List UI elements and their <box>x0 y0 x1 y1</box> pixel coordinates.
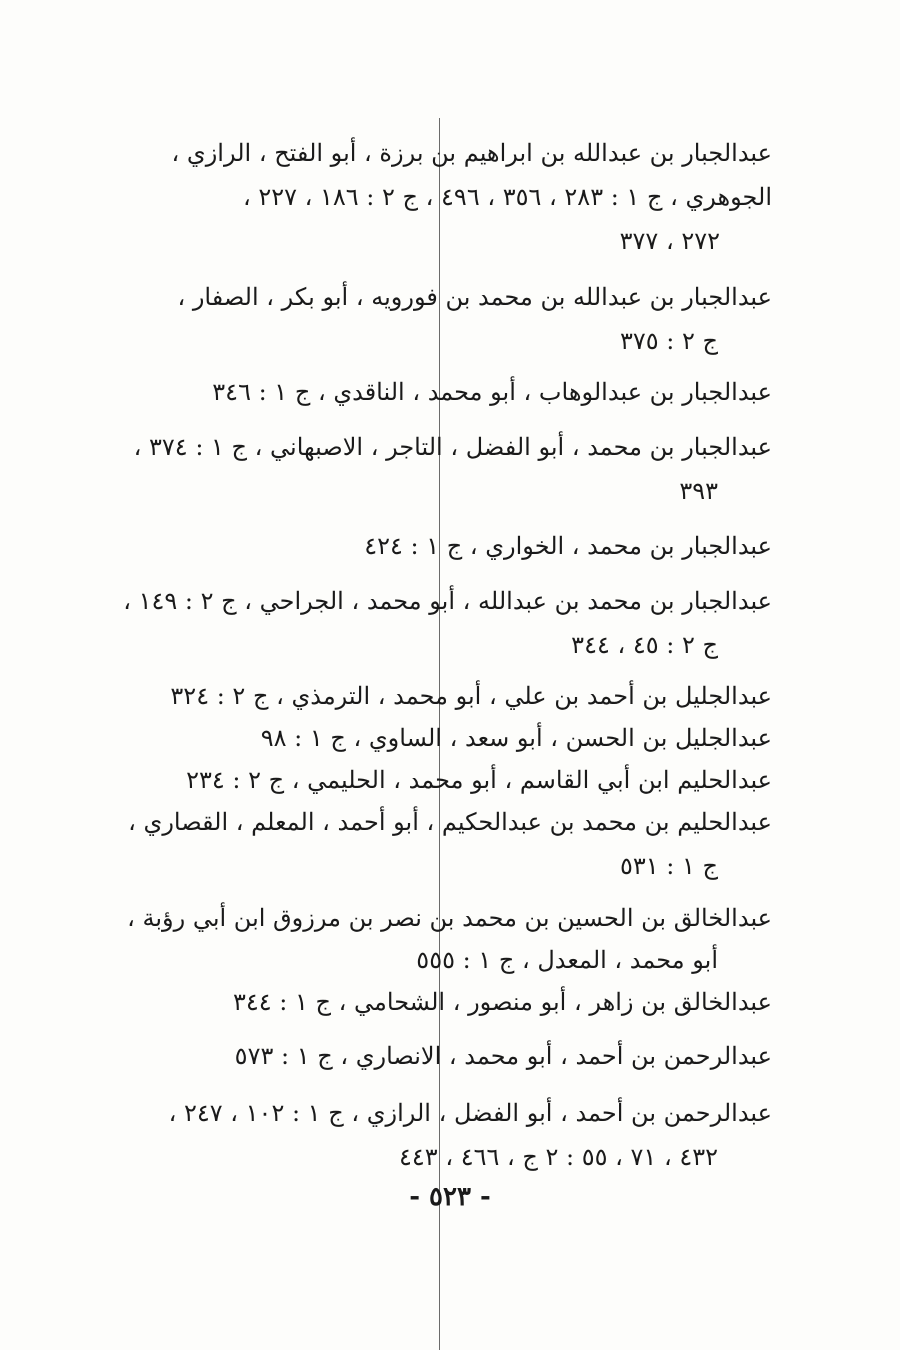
index-entry-line: عبدالرحمن بن أحمد ، أبو محمد ، الانصاري ، ج ١ : ٥٧٣ <box>234 1042 772 1070</box>
index-entry-line: عبدالجبار بن محمد بن عبدالله ، أبو محمد ، الجراحي ، ج ٢ : ١٤٩ ، <box>123 587 772 615</box>
index-entry-line: ٣٩٣ <box>679 477 718 505</box>
page-number: - ٥٢٣ - <box>409 1182 491 1212</box>
index-entry-line: ج ٢ : ٣٧٥ <box>619 327 718 355</box>
index-entry-line: عبدالخالق بن الحسين بن محمد بن نصر بن مرزوق ابن أبي رؤبة ، <box>127 904 772 932</box>
index-entry-line: ج ١ : ٥٣١ <box>619 852 718 880</box>
index-entry-line: ٢٧٢ ، ٣٧٧ <box>619 227 720 255</box>
index-entry-line: أبو محمد ، المعدل ، ج ١ : ٥٥٥ <box>416 946 718 974</box>
index-entry-line: عبدالجليل بن أحمد بن علي ، أبو محمد ، الترمذي ، ج ٢ : ٣٢٤ <box>170 682 772 710</box>
index-entry-line: عبدالحليم ابن أبي القاسم ، أبو محمد ، الحليمي ، ج ٢ : ٢٣٤ <box>186 766 772 794</box>
index-entry-line: عبدالجبار بن عبدالله بن ابراهيم بن برزة ، أبو الفتح ، الرازي ، <box>171 139 772 167</box>
index-entry-line: عبدالحليم بن محمد بن عبدالحكيم ، أبو أحمد ، المعلم ، القصاري ، <box>128 808 772 836</box>
index-entry-line: الجوهري ، ج ١ : ٢٨٣ ، ٣٥٦ ، ٤٩٦ ، ج ٢ : ١٨٦ ، ٢٢٧ ، <box>242 183 772 211</box>
index-entry-line: عبدالخالق بن زاهر ، أبو منصور ، الشحامي ، ج ١ : ٣٤٤ <box>232 988 772 1016</box>
index-entry-line: عبدالجبار بن محمد ، أبو الفضل ، التاجر ، الاصبهاني ، ج ١ : ٣٧٤ ، <box>133 433 772 461</box>
index-entry-line: ج ٢ : ٤٥ ، ٣٤٤ <box>571 631 718 659</box>
index-entry-line: عبدالجبار بن عبدالوهاب ، أبو محمد ، الناقدي ، ج ١ : ٣٤٦ <box>212 378 772 406</box>
index-entry-line: عبدالجبار بن عبدالله بن محمد بن فورويه ، أبو بكر ، الصفار ، <box>177 283 772 311</box>
index-entry-line: عبدالجليل بن الحسن ، أبو سعد ، الساوي ، ج ١ : ٩٨ <box>260 724 772 752</box>
index-entry-line: عبدالرحمن بن أحمد ، أبو الفضل ، الرازي ، ج ١ : ١٠٢ ، ٢٤٧ ، <box>168 1099 772 1127</box>
index-entry-line: عبدالجبار بن محمد ، الخواري ، ج ١ : ٤٢٤ <box>364 532 772 560</box>
index-entry-line: ٤٣٢ ، ٧١ ، ٥٥ : ٢ ج ، ٤٦٦ ، ٤٤٣ <box>399 1143 718 1171</box>
